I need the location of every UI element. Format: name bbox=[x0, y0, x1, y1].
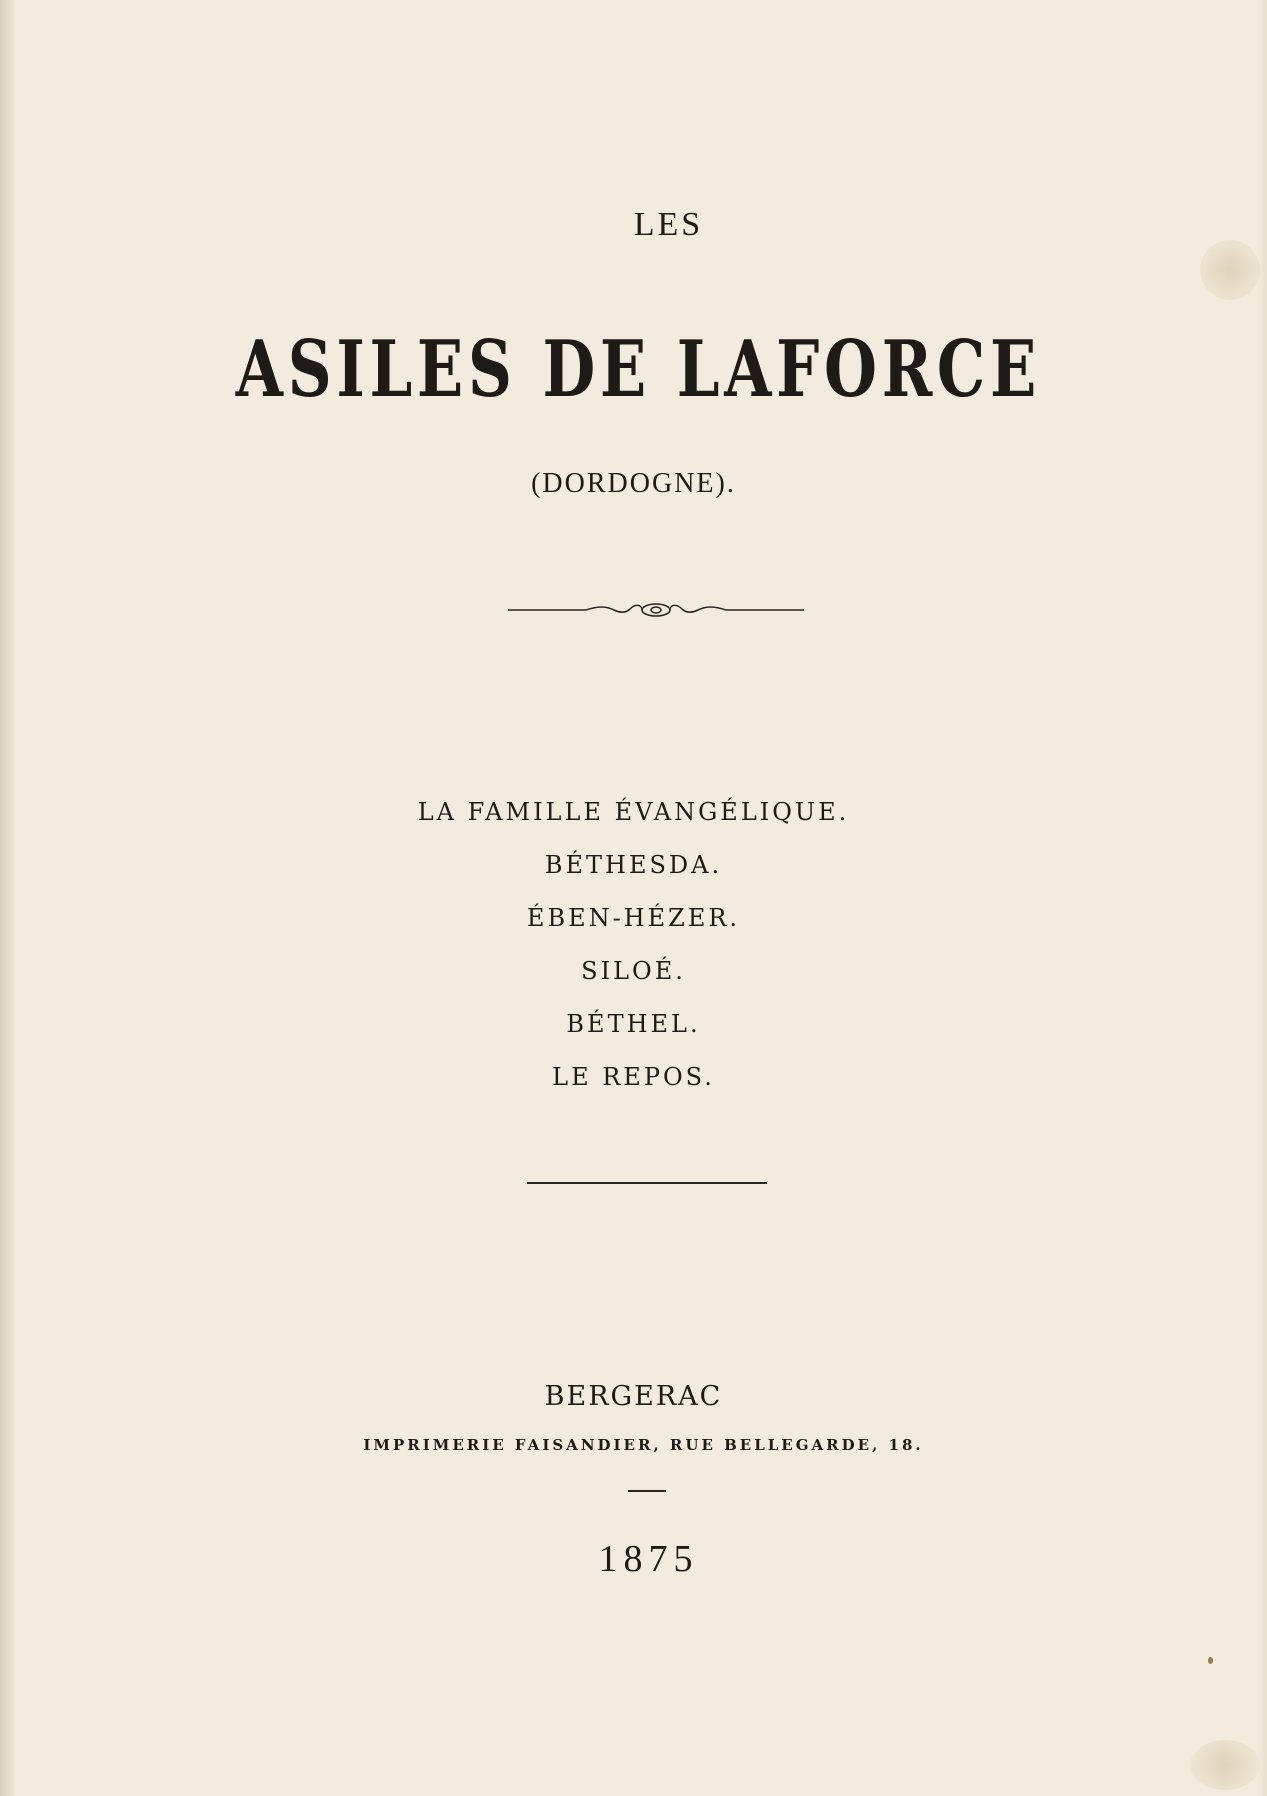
short-rule bbox=[628, 1490, 666, 1492]
ornamental-divider-icon bbox=[508, 597, 804, 623]
pre-title: LES bbox=[633, 206, 704, 243]
publication-year: 1875 bbox=[598, 1538, 699, 1580]
institution-item: BÉTHESDA. bbox=[544, 851, 723, 879]
institutions-list bbox=[0, 786, 1267, 1104]
paper-stain bbox=[1190, 1740, 1260, 1790]
imprint-city: BERGERAC bbox=[544, 1381, 723, 1412]
institution-item: BÉTHEL. bbox=[566, 1010, 701, 1038]
paper-stain bbox=[1200, 240, 1260, 300]
section-rule bbox=[527, 1182, 767, 1184]
subtitle: (DORDOGNE). bbox=[531, 468, 736, 499]
institution-item: ÉBEN-HÉZER. bbox=[526, 904, 741, 932]
institution-item: SILOÉ. bbox=[581, 957, 686, 985]
paper-speck bbox=[1208, 1657, 1213, 1664]
institution-item: LE REPOS. bbox=[552, 1063, 715, 1091]
institution-item: LA FAMILLE ÉVANGÉLIQUE. bbox=[417, 798, 850, 826]
main-title: ASILES DE LAFORCE bbox=[235, 324, 1042, 415]
imprint-printer: IMPRIMERIE FAISANDIER, RUE BELLEGARDE, 18. bbox=[363, 1436, 924, 1454]
